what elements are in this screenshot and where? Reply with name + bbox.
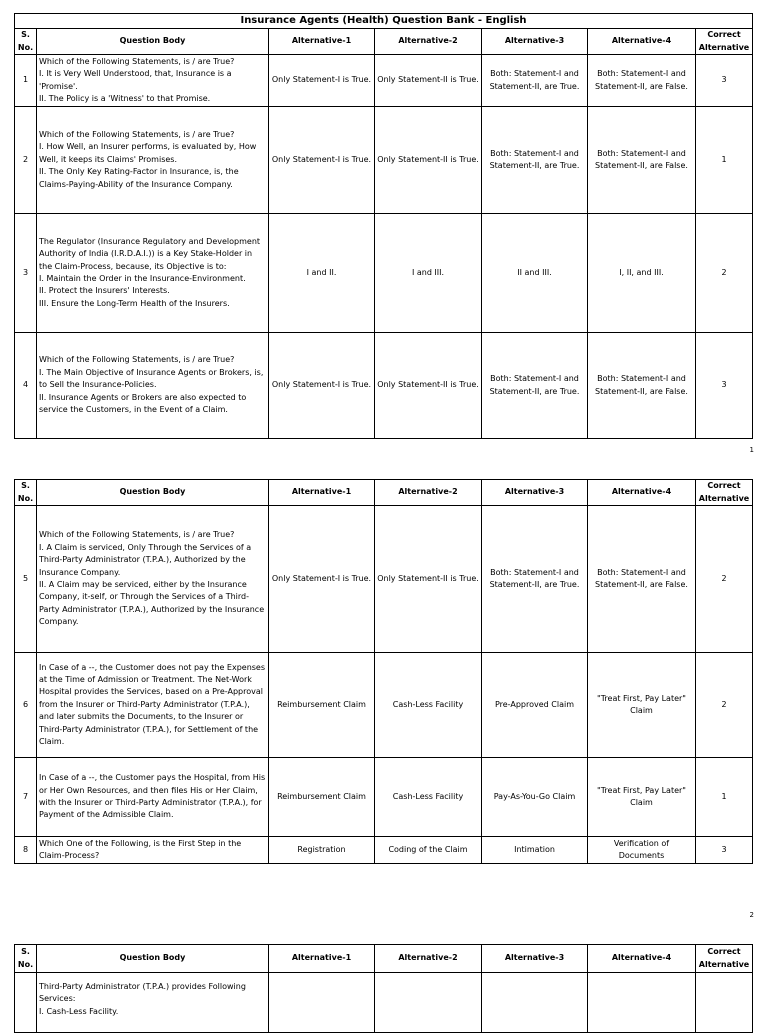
header-alt2: Alternative-2 — [375, 480, 482, 506]
header-alt1: Alternative-1 — [269, 480, 375, 506]
question-line: Third-Party Administrator (T.P.A.) provides Following Services: — [39, 982, 246, 1004]
document-title: Insurance Agents (Health) Question Bank - English — [15, 14, 753, 29]
alternative-2: I and III. — [375, 214, 482, 333]
header-row — [15, 945, 753, 973]
alternative-2: Cash-Less Facility — [375, 653, 482, 758]
question-line: I. How Well, an Insurer performs, is evaluated by, How Well, it keeps its Claims' Promises. — [39, 142, 257, 164]
header-alt4: Alternative-4 — [588, 480, 696, 506]
header-question: Question Body — [37, 945, 269, 973]
table-row — [15, 837, 753, 864]
header-alt3: Alternative-3 — [482, 945, 588, 973]
alternative-2: Only Statement-II is True. — [375, 333, 482, 439]
correct-alternative: 3 — [696, 55, 753, 107]
header-alt3: Alternative-3 — [482, 480, 588, 506]
header-sno: S. No. — [15, 480, 37, 506]
question-line: III. Ensure the Long-Term Health of the Insurers. — [39, 298, 230, 308]
header-alt4: Alternative-4 — [588, 29, 696, 55]
alternative-1: I and II. — [269, 214, 375, 333]
correct-alternative: 2 — [696, 506, 753, 653]
alternative-1: Only Statement-I is True. — [269, 55, 375, 107]
row-sno: 8 — [15, 837, 37, 864]
header-correct: Correct Alternative — [696, 480, 753, 506]
alternative-2: Only Statement-II is True. — [375, 107, 482, 214]
question-line: The Regulator (Insurance Regulatory and Development Authority of India (I.R.D.A.I.)) is a Key Stake-Holder in the Claim-Process, because, its Objective is to: — [39, 236, 261, 271]
question-line: Which of the Following Statements, is / are True? — [39, 530, 235, 540]
page-number: 2 — [749, 911, 754, 919]
table-row — [15, 758, 753, 837]
correct-alternative: 1 — [696, 107, 753, 214]
alternative-3: II and III. — [482, 214, 588, 333]
table-row — [15, 333, 753, 439]
page-number: 1 — [749, 446, 754, 454]
table-row — [15, 214, 753, 333]
alternative-4: "Treat First, Pay Later" Claim — [588, 758, 696, 837]
correct-alternative: 2 — [696, 653, 753, 758]
alternative-3: Both: Statement-I and Statement-II, are True. — [482, 506, 588, 653]
header-alt2: Alternative-2 — [375, 29, 482, 55]
alternative-2: Only Statement-II is True. — [375, 506, 482, 653]
header-alt4: Alternative-4 — [588, 945, 696, 973]
question-line: In Case of a --, the Customer does not pay the Expenses at the Time of Admission or Treatment. The Net-Work Hospital provides the Services, based on a Pre-Approval from the Insurer or Third-Party Administrator (T.P.A.), and later submits the Documents, to the Insurer or Third-Party Administrator (T.P.A.), for Settlement of the Claim. — [39, 662, 266, 747]
alternative-4: Both: Statement-I and Statement-II, are False. — [588, 55, 696, 107]
question-table-page-2 — [14, 479, 753, 864]
question-line: II. Protect the Insurers' Interests. — [39, 286, 170, 296]
question-body — [37, 653, 269, 758]
question-line: II. The Policy is a 'Witness' to that Promise. — [39, 93, 211, 103]
header-alt3: Alternative-3 — [482, 29, 588, 55]
alternative-4: "Treat First, Pay Later" Claim — [588, 653, 696, 758]
header-correct: Correct Alternative — [696, 945, 753, 973]
alternative-3: Both: Statement-I and Statement-II, are True. — [482, 107, 588, 214]
correct-alternative: 3 — [696, 333, 753, 439]
alternative-4: Both: Statement-I and Statement-II, are False. — [588, 506, 696, 653]
alternative-4: Verification of Documents — [588, 837, 696, 864]
alternative-2: Coding of the Claim — [375, 837, 482, 864]
alternative-1: Registration — [269, 837, 375, 864]
header-question: Question Body — [37, 29, 269, 55]
question-body — [37, 506, 269, 653]
row-sno: 7 — [15, 758, 37, 837]
question-body — [37, 758, 269, 837]
alternative-2: Only Statement-II is True. — [375, 55, 482, 107]
alternative-3: Intimation — [482, 837, 588, 864]
question-body — [37, 55, 269, 107]
row-sno: 2 — [15, 107, 37, 214]
question-body — [37, 837, 269, 864]
row-sno: 4 — [15, 333, 37, 439]
table-row — [15, 107, 753, 214]
correct-alternative: 1 — [696, 758, 753, 837]
header-question: Question Body — [37, 480, 269, 506]
question-line: Which of the Following Statements, is / are True? — [39, 129, 235, 139]
table-row — [15, 653, 753, 758]
question-line: II. A Claim may be serviced, either by the Insurance Company, it-self, or Through the Services of a Third-Party Administrator (T.P.A.), Authorized by the Insurance Company. — [39, 580, 265, 627]
alternative-3: Both: Statement-I and Statement-II, are True. — [482, 333, 588, 439]
question-body — [37, 107, 269, 214]
correct-alternative: 2 — [696, 214, 753, 333]
question-body — [37, 333, 269, 439]
question-line: I. It is Very Well Understood, that, Insurance is a 'Promise'. — [39, 69, 232, 91]
header-row — [15, 29, 753, 55]
alternative-1: Reimbursement Claim — [269, 653, 375, 758]
alternative-1: Only Statement-I is True. — [269, 506, 375, 653]
alternative-1: Reimbursement Claim — [269, 758, 375, 837]
correct-alternative: 3 — [696, 837, 753, 864]
question-line: II. Insurance Agents or Brokers are also expected to service the Customers, in the Event of a Claim. — [39, 392, 247, 415]
header-alt1: Alternative-1 — [269, 29, 375, 55]
alternative-4: Both: Statement-I and Statement-II, are False. — [588, 107, 696, 214]
header-alt2: Alternative-2 — [375, 945, 482, 973]
question-line: Which of the Following Statements, is / are True? — [39, 355, 235, 365]
question-line: I. A Claim is serviced, Only Through the Services of a Third-Party Administrator (T.P.A.), Authorized by the Insurance Company. — [39, 542, 252, 577]
header-row — [15, 480, 753, 506]
row-sno: 1 — [15, 55, 37, 107]
table-row — [15, 506, 753, 653]
alternative-1: Only Statement-I is True. — [269, 333, 375, 439]
question-line: I. The Main Objective of Insurance Agents or Brokers, is, to Sell the Insurance-Policies. — [39, 367, 264, 390]
table-row — [15, 55, 753, 107]
alternative-4: Both: Statement-I and Statement-II, are False. — [588, 333, 696, 439]
alternative-3: Pre-Approved Claim — [482, 653, 588, 758]
question-line: Which One of the Following, is the First Step in the Claim-Process? — [39, 838, 242, 860]
alternative-3: Both: Statement-I and Statement-II, are True. — [482, 55, 588, 107]
alternative-1: Only Statement-I is True. — [269, 107, 375, 214]
header-sno: S. No. — [15, 29, 37, 55]
question-table-page-1 — [14, 13, 753, 439]
alternative-3: Pay-As-You-Go Claim — [482, 758, 588, 837]
question-line: Which of the Following Statements, is / are True? — [39, 56, 235, 66]
alternative-2: Cash-Less Facility — [375, 758, 482, 837]
alternative-4: I, II, and III. — [588, 214, 696, 333]
row-sno: 3 — [15, 214, 37, 333]
row-sno: 6 — [15, 653, 37, 758]
row-sno: 5 — [15, 506, 37, 653]
question-body — [37, 214, 269, 333]
question-line: I. Maintain the Order in the Insurance-Environment. — [39, 274, 246, 283]
question-line: II. The Only Key Rating-Factor in Insurance, is, the Claims-Paying-Ability of the Insurance Company. — [39, 167, 239, 189]
question-line: In Case of a --, the Customer pays the Hospital, from His or Her Own Resources, and then files His or Her Claim, with the Insurer or Third-Party Administrator (T.P.A.), for Payment of the Admissible Claim. — [39, 773, 266, 820]
question-line: I. Cash-Less Facility. — [39, 1006, 119, 1016]
header-correct: Correct Alternative — [696, 29, 753, 55]
header-alt1: Alternative-1 — [269, 945, 375, 973]
header-sno: S. No. — [15, 945, 37, 973]
question-table-page-3 — [14, 944, 753, 1033]
